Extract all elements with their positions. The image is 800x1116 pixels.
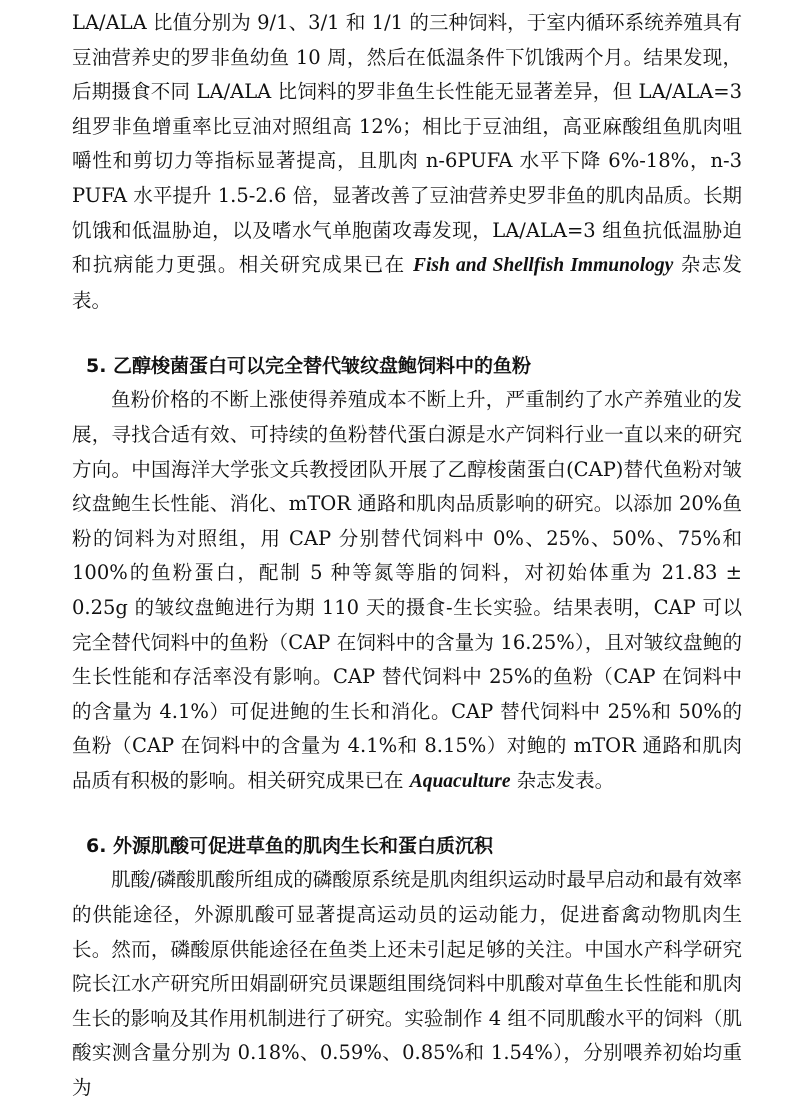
paragraph-text: 鱼粉价格的不断上涨使得养殖成本不断上升，严重制约了水产养殖业的发展，寻找合适有效、可持续的鱼粉替代蛋白源是水产饲料行业一直以来的研究方向。中国海洋大学张文兵教授团队开展了乙醇梭菌蛋白(CAP)替代鱼粉对皱纹盘鲍生长性能、消化、mTOR 通路和肌肉品质影响的研究。以添加 20%鱼粉的饲料为对照组，用 CAP 分别替代饲料中 0%、25%、50%、75%和 100%的鱼粉蛋白，配制 5 种等氮等脂的饲料，对初始体重为 21.83 ± 0.25g 的皱纹盘鲍进行为期 110 天的摄食-生长实验。结果表明，CAP 可以完全替代饲料中的鱼粉（CAP 在饲料中的含量为 16.25%），且对皱纹盘鲍的生长性能和存活率没有影响。CAP 替代饲料中 25%的鱼粉（CAP 在饲料中的含量为 4.1%）可促进鲍的生长和消化。CAP 替代饲料中 25%和 50%的鱼粉（CAP 在饲料中的含量为 4.1%和 8.15%）对鲍的 mTOR 通路和肌肉品质有积极的影响。相关研究成果已在 xyxy=(72,388,742,792)
section-heading-5: 5. 乙醇梭菌蛋白可以完全替代皱纹盘鲍饲料中的鱼粉 xyxy=(86,355,532,378)
journal-name: Aquaculture xyxy=(409,770,511,792)
paragraph-text: 肌酸/磷酸肌酸所组成的磷酸原系统是肌肉组织运动时最早启动和最有效率的供能途径，外源肌酸可显著提高运动员的运动能力，促进畜禽动物肌肉生长。然而，磷酸原供能途径在鱼类上还未引起足够的关注。中国水产科学研究院长江水产研究所田娟副研究员课题组围绕饲料中肌酸对草鱼生长性能和肌肉生长的影响及其作用机制进行了研究。实验制作 4 组不同肌酸水平的饲料（肌酸实测含量分别为 0.18%、0.59%、0.85%和 1.54%），分别喂养初始均重为 xyxy=(72,868,742,1100)
paragraph-text: 杂志发表。 xyxy=(510,768,615,792)
section-heading-6: 6. 外源肌酸可促进草鱼的肌肉生长和蛋白质沉积 xyxy=(86,835,494,858)
paragraph-text: 杂志发表。 xyxy=(72,253,742,312)
journal-name: Fish and Shellfish Immunology xyxy=(412,255,674,277)
paragraph-cap xyxy=(72,383,742,799)
paragraph-la-ala xyxy=(72,6,742,318)
document-page xyxy=(72,6,742,1106)
paragraph-creatine xyxy=(72,863,742,1105)
paragraph-text: LA/ALA 比值分别为 9/1、3/1 和 1/1 的三种饲料，于室内循环系统养殖具有豆油营养史的罗非鱼幼鱼 10 周，然后在低温条件下饥饿两个月。结果发现，后期摄食不同 LA/ALA 比饲料的罗非鱼生长性能无显著差异，但 LA/ALA=3 组罗非鱼增重率比豆油对照组高 12%；相比于豆油组，高亚麻酸组鱼肌肉咀嚼性和剪切力等指标显著提高，且肌肉 n-6PUFA 水平下降 6%-18%，n-3 PUFA 水平提升 1.5-2.6 倍，显著改善了豆油营养史罗非鱼的肌肉品质。长期饥饿和低温胁迫，以及嗜水气单胞菌攻毒发现，LA/ALA=3 组鱼抗低温胁迫和抗病能力更强。相关研究成果已在 xyxy=(72,11,742,277)
